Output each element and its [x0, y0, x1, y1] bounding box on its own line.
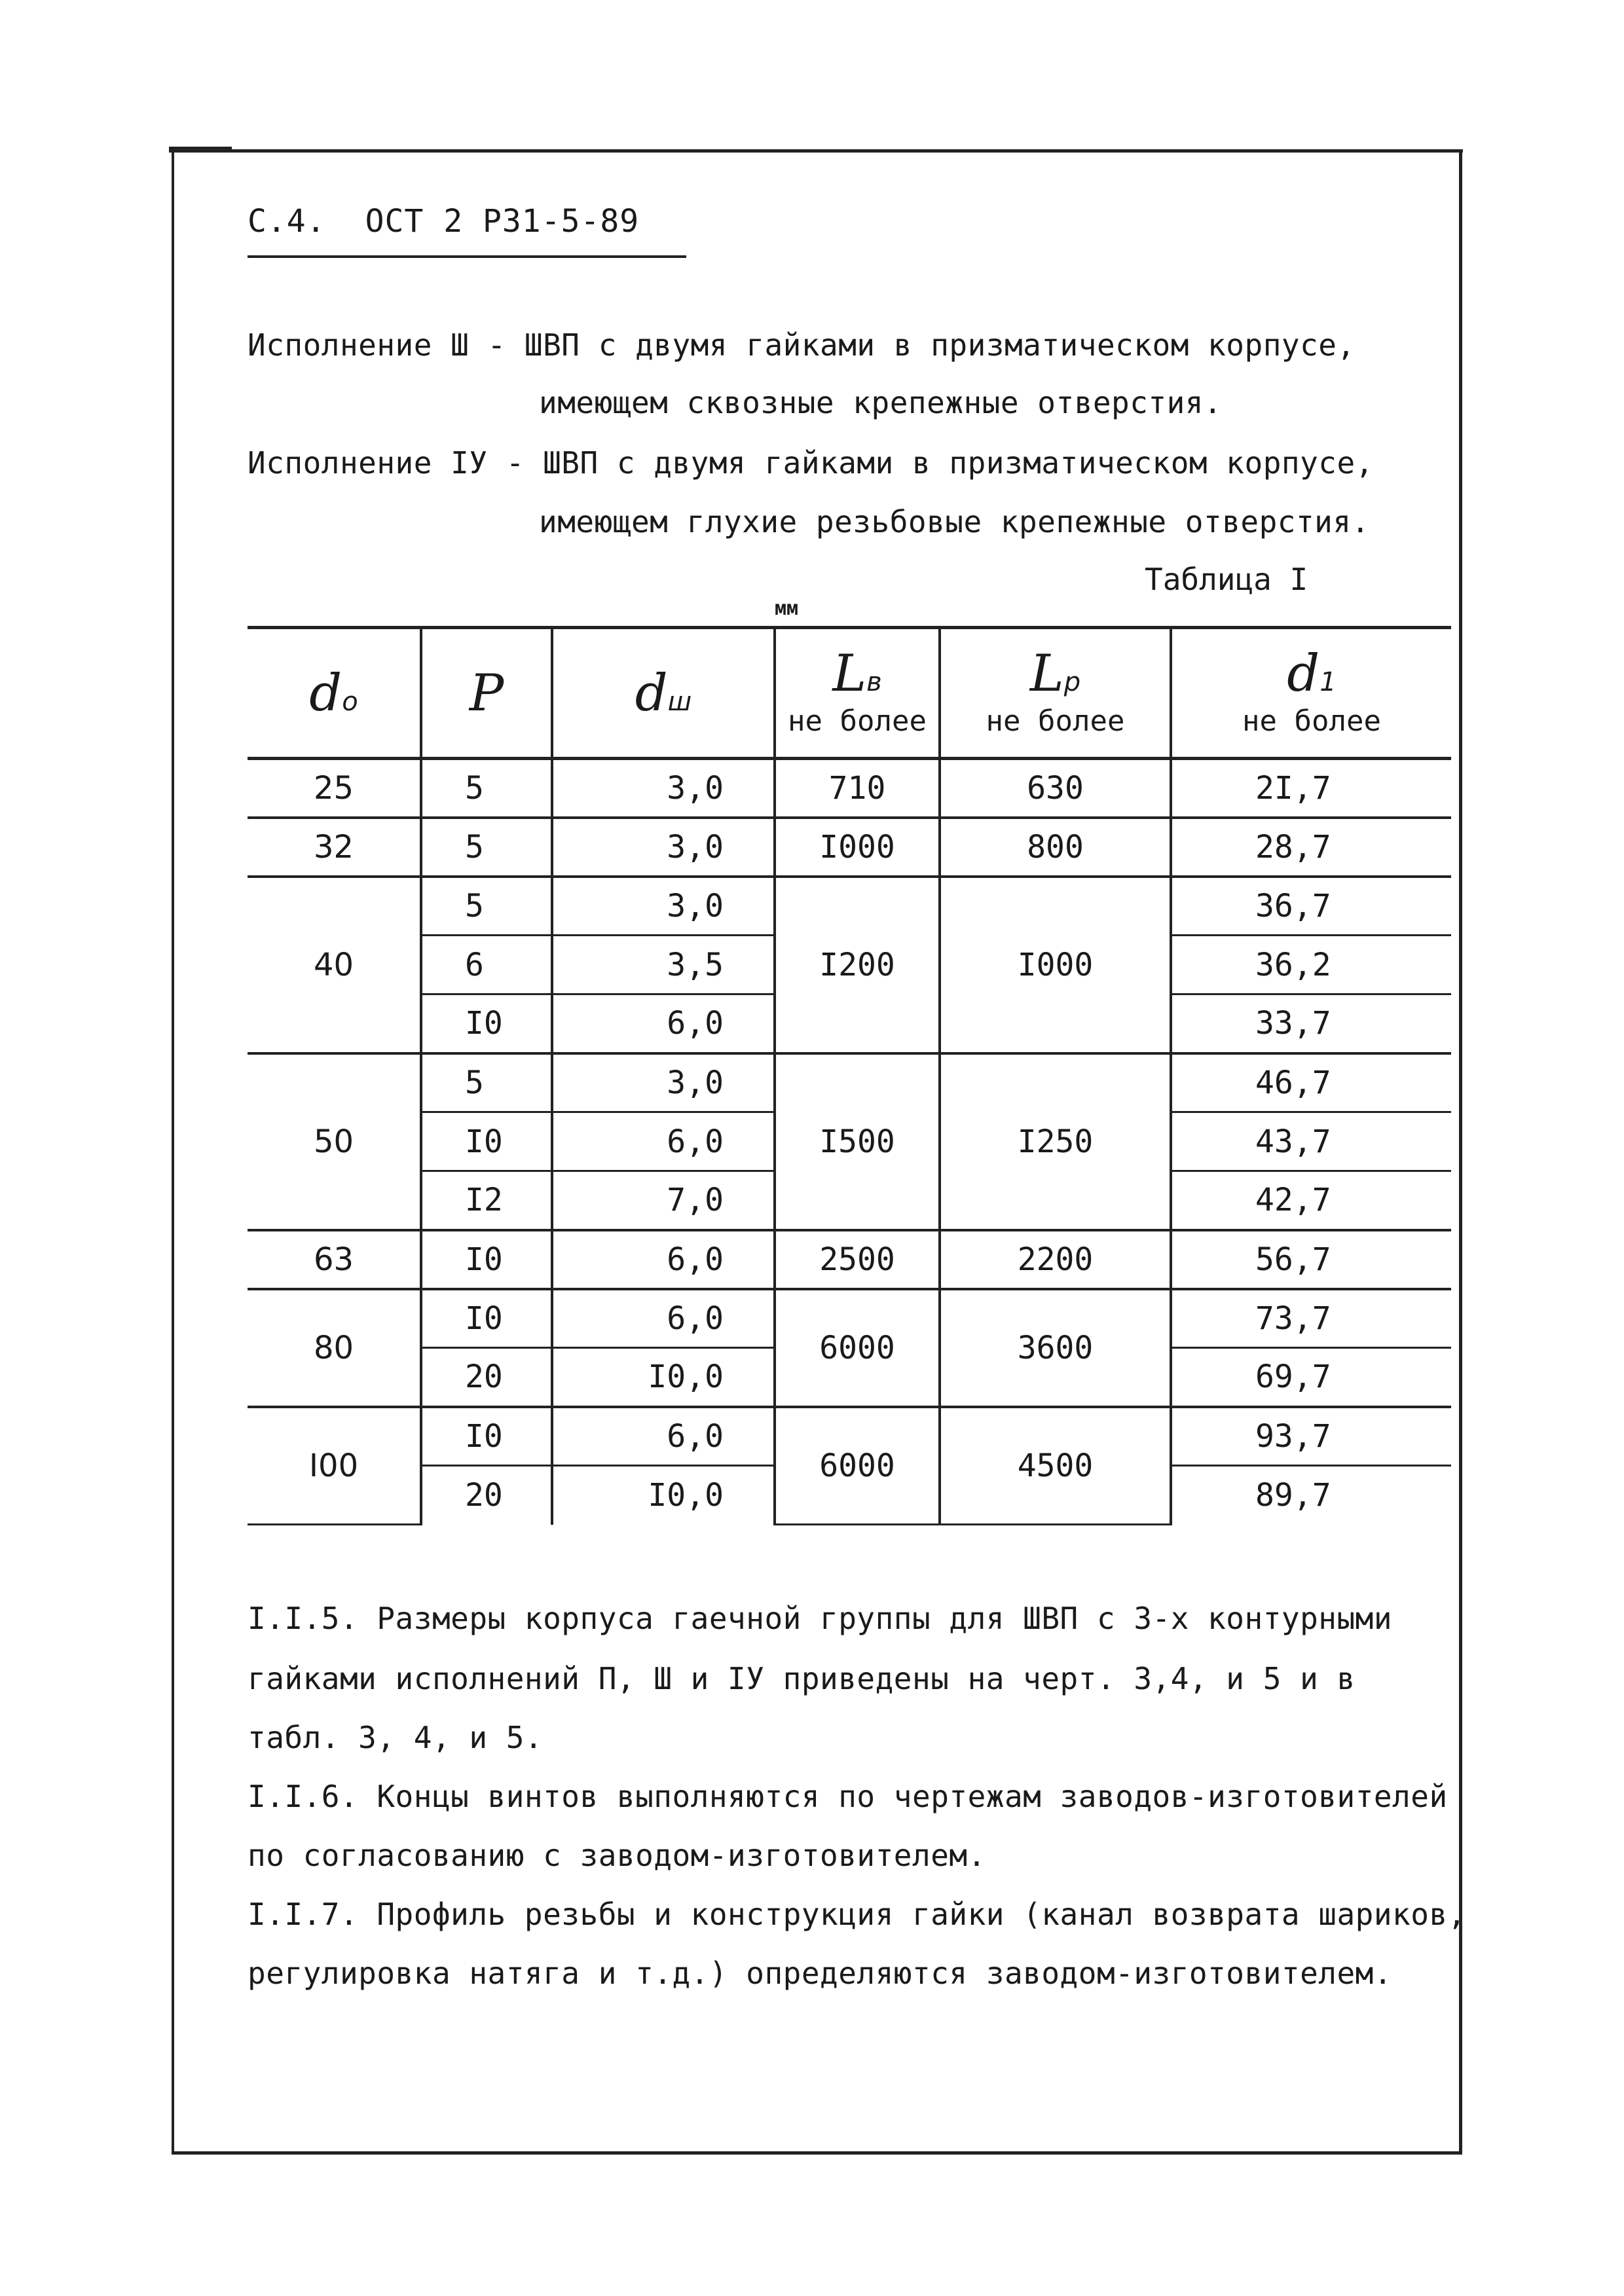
- cell-d0: 25: [248, 759, 421, 818]
- cell-d0: 80: [248, 1289, 421, 1407]
- table-row: [248, 1407, 1451, 1466]
- table-caption: Таблица I: [1145, 562, 1308, 597]
- cell-p: 20: [421, 1466, 552, 1525]
- para-6-line-2: по согласованию с заводом-изготовителем.: [248, 1838, 986, 1873]
- cell-dw: 6,0: [552, 994, 775, 1053]
- cell-d1: 69,7: [1171, 1348, 1451, 1407]
- standard-code: ОСТ 2 Р31-5-89: [365, 203, 640, 240]
- page-header: [248, 203, 678, 240]
- cell-lb: 2500: [775, 1230, 940, 1289]
- cell-dw: 6,0: [552, 1407, 775, 1466]
- cell-lp: 3600: [940, 1289, 1171, 1407]
- cell-p: 20: [421, 1348, 552, 1407]
- cell-lb: I000: [775, 818, 940, 877]
- intro-line-2: имеющем сквозные крепежные отверстия.: [539, 385, 1223, 420]
- cell-p: 6: [421, 936, 552, 994]
- cell-d1: 43,7: [1171, 1112, 1451, 1171]
- cell-dw: 6,0: [552, 1112, 775, 1171]
- cell-lb: I200: [775, 877, 940, 1053]
- cell-d1: 28,7: [1171, 818, 1451, 877]
- cell-lb: I500: [775, 1053, 940, 1230]
- header-lp: Lр не более: [940, 628, 1171, 759]
- para-5-line-2: гайками исполнений П, Ш и IУ приведены на черт. 3,4, и 5 и в: [248, 1661, 1356, 1696]
- cell-d1: 33,7: [1171, 994, 1451, 1053]
- table-row: [248, 1289, 1451, 1348]
- cell-d1: 46,7: [1171, 1053, 1451, 1112]
- table-row: [248, 759, 1451, 818]
- table-row: [248, 877, 1451, 936]
- cell-lp: 800: [940, 818, 1171, 877]
- cell-dw: I0,0: [552, 1348, 775, 1407]
- cell-lp: I000: [940, 877, 1171, 1053]
- para-7-line-1: I.I.7. Профиль резьбы и конструкция гайки (канал возврата шариков,: [248, 1897, 1466, 1932]
- cell-d1: 2I,7: [1171, 759, 1451, 818]
- cell-p: 5: [421, 818, 552, 877]
- header-d0: do: [248, 628, 421, 759]
- cell-d1: 93,7: [1171, 1407, 1451, 1466]
- cell-dw: 3,0: [552, 1053, 775, 1112]
- cell-dw: 7,0: [552, 1171, 775, 1230]
- table-row: [248, 1053, 1451, 1112]
- cell-p: I0: [421, 1230, 552, 1289]
- cell-d0: 50: [248, 1053, 421, 1230]
- cell-lp: I250: [940, 1053, 1171, 1230]
- cell-d0: 63: [248, 1230, 421, 1289]
- frame-top-border: [169, 149, 1463, 153]
- cell-lb: 6000: [775, 1407, 940, 1525]
- header-p: P: [421, 628, 552, 759]
- cell-p: I0: [421, 994, 552, 1053]
- cell-dw: 6,0: [552, 1230, 775, 1289]
- cell-d0: 40: [248, 877, 421, 1053]
- cell-dw: 3,0: [552, 759, 775, 818]
- header-underline: [248, 255, 686, 258]
- table-row: [248, 1230, 1451, 1289]
- cell-lp: 630: [940, 759, 1171, 818]
- cell-dw: I0,0: [552, 1466, 775, 1525]
- para-7-line-2: регулировка натяга и т.д.) определяются заводом-изготовителем.: [248, 1956, 1393, 1991]
- intro-line-3: Исполнение IУ - ШВП с двумя гайками в призматическом корпусе,: [248, 445, 1374, 481]
- table-header-row: [248, 628, 1451, 759]
- cell-lb: 710: [775, 759, 940, 818]
- header-lb: Lв не более: [775, 628, 940, 759]
- cell-dw: 3,0: [552, 818, 775, 877]
- dimensions-table: [248, 626, 1451, 1525]
- cell-lb: 6000: [775, 1289, 940, 1407]
- cell-p: 5: [421, 1053, 552, 1112]
- cell-d0: 32: [248, 818, 421, 877]
- cell-p: 5: [421, 759, 552, 818]
- cell-lp: 2200: [940, 1230, 1171, 1289]
- frame-right-border: [1459, 149, 1462, 2154]
- cell-d1: 73,7: [1171, 1289, 1451, 1348]
- cell-d1: 36,2: [1171, 936, 1451, 994]
- header-d1: d1 не более: [1171, 628, 1451, 759]
- cell-lp: 4500: [940, 1407, 1171, 1525]
- table-row: [248, 818, 1451, 877]
- cell-d1: 89,7: [1171, 1466, 1451, 1525]
- cell-p: 5: [421, 877, 552, 936]
- cell-p: I0: [421, 1289, 552, 1348]
- page-number: С.4.: [248, 203, 326, 240]
- cell-p: I2: [421, 1171, 552, 1230]
- header-dw: dш: [552, 628, 775, 759]
- cell-d1: 36,7: [1171, 877, 1451, 936]
- para-5-line-1: I.I.5. Размеры корпуса гаечной группы для ШВП с 3-х контурными: [248, 1601, 1393, 1636]
- intro-line-4: имеющем глухие резьбовые крепежные отверстия.: [539, 504, 1370, 539]
- intro-line-1: Исполнение Ш - ШВП с двумя гайками в призматическом корпусе,: [248, 327, 1356, 363]
- frame-bottom-border: [172, 2151, 1462, 2155]
- cell-p: I0: [421, 1407, 552, 1466]
- para-5-line-3: табл. 3, 4, и 5.: [248, 1720, 544, 1755]
- cell-dw: 6,0: [552, 1289, 775, 1348]
- cell-dw: 3,5: [552, 936, 775, 994]
- table-units: мм: [775, 597, 799, 620]
- cell-d0: I00: [248, 1407, 421, 1525]
- cell-d1: 42,7: [1171, 1171, 1451, 1230]
- cell-dw: 3,0: [552, 877, 775, 936]
- frame-left-border: [172, 149, 174, 2154]
- cell-d1: 56,7: [1171, 1230, 1451, 1289]
- cell-p: I0: [421, 1112, 552, 1171]
- para-6-line-1: I.I.6. Концы винтов выполняются по чертежам заводов-изготовителей: [248, 1779, 1448, 1814]
